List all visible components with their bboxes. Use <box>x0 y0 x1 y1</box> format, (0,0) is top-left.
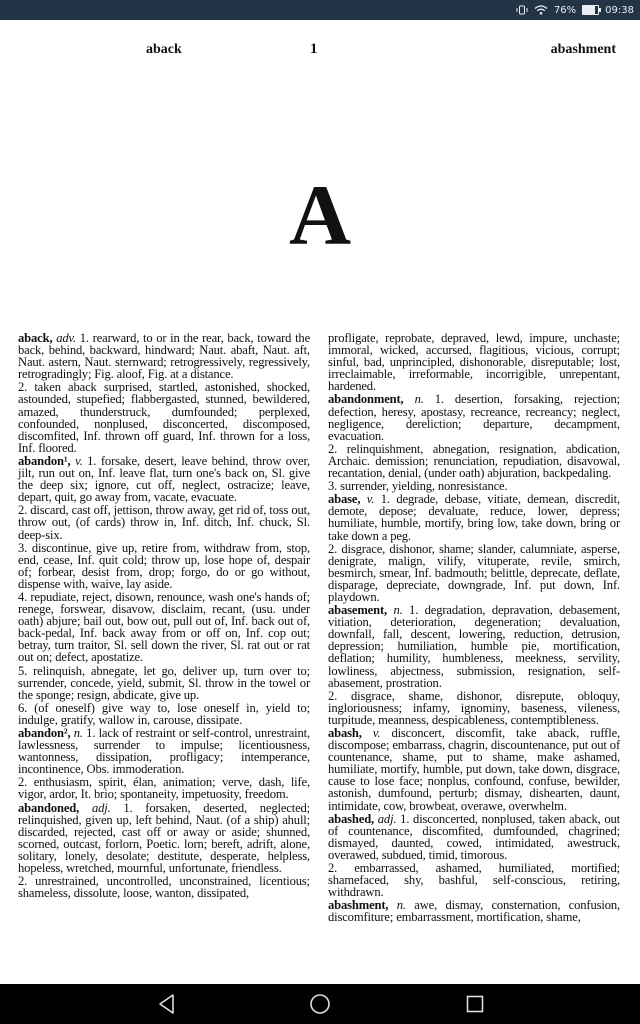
definition-text: 5. relinquish, abnegate, let go, deliver up, turn over to; surrender, concede, yield, submit, Sl. throw in the towel or the sponge; resign, abdicate, give up. <box>18 663 310 702</box>
dictionary-entry <box>18 504 310 540</box>
headword: aback, <box>18 331 53 345</box>
headword: abashment, <box>328 898 389 913</box>
definition-text: 2. discard, cast off, jettison, throw away, get rid of, toss out, throw out, (of cards) throw in, Inf. ditch, Inf. chuck, Sl. deep-six. <box>18 503 310 542</box>
part-of-speech: v. <box>372 726 381 740</box>
definition-text: 1. disconcerted, nonplused, taken aback, out of countenance, discomfited, dumfounded, chagrined; dismayed, daunted, cowed, intimidated, awestruck, overawed, subdued, timid, timorous. <box>328 811 621 862</box>
definition-text: 1. desertion, forsaking, rejection; defection, heresy, apostasy, recreance, recreancy; neglect, negligence, dereliction; departure, decampment, evacuation. <box>328 392 620 443</box>
recent-apps-icon[interactable] <box>463 992 487 1016</box>
definition-text: disconcert, discomfit, take aback, ruffle, discompose; embarrass, chagrin, discountenance, put out of countenance, shame, put to shame, make ashamed, humiliate, mortify, humble, put down, take down, disgrace, cause to lose face; nonplus, confound, confuse, bewilder, astonish, dumfound, perturb; dismay, dishearten, daunt, intimidate, cow, browbeat, overawe, overwhelm. <box>328 726 621 813</box>
dictionary-entry <box>328 493 620 541</box>
definition-text: 1. lack of restraint or self-control, unrestraint, lawlessness, surrender to impulse; licentiousness, wantonness, dissipation, profligacy; intemperance, incontinence, Obs. immoderation. <box>18 726 310 777</box>
dictionary-entry <box>18 875 310 899</box>
navigation-bar <box>0 984 640 1024</box>
home-icon[interactable] <box>308 992 332 1016</box>
definition-text: 2. unrestrained, uncontrolled, unconstrained, licentious; shameless, dissolute, loose, wanton, dissipated, <box>18 874 310 901</box>
definition-text: 6. (of oneself) give way to, lose oneself in, yield to; indulge, gratify, wallow in, carouse, dissipate. <box>18 700 310 727</box>
battery-percent: 76% <box>553 4 577 16</box>
dictionary-entry <box>18 665 310 701</box>
definition-text: 2. relinquishment, abnegation, resignation, abdication, Archaic. demission; renunciation, repudiation, disavowal, recantation, denial, (under oath) abjuration, backpedaling. <box>328 441 620 481</box>
headword: abandon¹, <box>18 453 71 468</box>
headword: abandonment, <box>328 392 404 407</box>
dictionary-entry <box>328 862 620 898</box>
definition-text: 3. discontinue, give up, retire from, withdraw from, stop, end, cease, Inf. quit cold; throw up, lose hope of, despair of; forbear, desist from, drop; forgo, do or go without, dispense with, waive, lay aside. <box>18 540 310 591</box>
dictionary-entry <box>328 604 620 689</box>
status-bar <box>0 0 640 20</box>
part-of-speech: adj. <box>377 811 397 826</box>
part-of-speech: adj. <box>91 800 111 815</box>
headword: abasement, <box>328 603 388 618</box>
right-column <box>328 332 620 925</box>
definition-text: 1. degrade, debase, vitiate, demean, discredit, demote, depose; devaluate, reduce, lower, depress; humiliate, humble, mortify, bring low, take down, bring or take down a peg. <box>328 492 621 543</box>
dictionary-entry <box>18 591 310 664</box>
dictionary-entry <box>328 727 620 812</box>
definition-text: 2. taken aback surprised, startled, astonished, shocked, astounded, stupefied; flabbergasted, stunned, bewildered, amazed, thunderstruck, dumfounded; perplexed, confounded, nonplused, disconcerted, discomposed, discomfited, Inf. thrown off guard, Inf. thrown for a loss, Inf. floored. <box>18 380 310 455</box>
guide-word-left: aback <box>146 42 182 57</box>
definition-text: 2. embarrassed, ashamed, humiliated, mortified; shamefaced, shy, bashful, self-conscious, retiring, withdrawn. <box>328 861 620 900</box>
section-letter: A <box>288 167 352 263</box>
dictionary-entry <box>18 381 310 454</box>
clock: 09:38 <box>605 4 634 16</box>
dictionary-entry <box>18 727 310 775</box>
dictionary-entry <box>328 543 620 603</box>
dictionary-entry <box>18 455 310 503</box>
part-of-speech: v. <box>366 492 375 507</box>
page-header <box>0 36 640 62</box>
definition-text: 1. forsaken, deserted, neglected; relinquished, given up, left behind, Naut. (of a ship) ahull; discarded, rejected, cast off or away or aside; shunned, scorned, outcast, forlorn, Poetic. lorn; bereft, adrift, alone, solitary, lonely, desolate; destitute, desperate, helpless, hopeless, wretched, mournful, unfortunate, friendless. <box>18 800 310 876</box>
dictionary-entry <box>328 480 620 492</box>
headword: abase, <box>328 492 361 507</box>
headword: abash, <box>328 726 362 740</box>
vibrate-icon <box>516 5 528 15</box>
guide-word-right: abashment <box>550 42 616 57</box>
battery-fill <box>583 6 594 14</box>
part-of-speech: v. <box>75 453 83 468</box>
definition-text: profligate, reprobate, depraved, lewd, impure, unchaste; immoral, wicked, accursed, flagitious, vicious, corrupt; sinful, bad, unprincipled, dishonorable, disreputable; lost, irreclaimable, irreformable, incorrigible, unrepentant, hardened. <box>328 331 620 394</box>
definition-text: 1. forsake, desert, leave behind, throw over, jilt, run out on, Inf. leave flat, turn one's back on, Sl. give the deep six; ignore, cut off, neglect, ostracize; leave, depart, quit, go away from, vacate, evacuate. <box>18 453 310 505</box>
headword: abandoned, <box>18 800 80 815</box>
definition-text: 2. disgrace, shame, dishonor, disrepute, obloquy, ingloriousness; infamy, ignominy, baseness, vileness, turpitude, meanness, despicableness, contemptibleness. <box>328 688 620 727</box>
dictionary-entry <box>18 802 310 875</box>
definition-text: 1. rearward, to or in the rear, back, toward the back, behind, backward, hindward; Naut. abaft, Naut. aft, Naut. astern, Naut. sternward; retrogressively, regressively, retrogradingly; Fig. aloof, Fig. at a distance. <box>18 331 311 382</box>
definition-text: 2. disgrace, dishonor, shame; slander, calumniate, asperse, denigrate, malign, vilify, vituperate, revile, smirch, besmirch, smear, Inf. badmouth; belittle, deprecate, deflate, disparage, depreciate, downgrade, Inf. put down, Inf. playdown. <box>328 541 620 604</box>
dictionary-entry <box>328 813 620 861</box>
definition-text: 2. enthusiasm, spirit, élan, animation; verve, dash, life, vigor, ardor, It. brio; spontaneity, impetuosity, freedom. <box>18 775 310 802</box>
dictionary-entry <box>18 776 310 800</box>
wifi-icon <box>534 5 548 15</box>
dictionary-entry <box>328 443 620 479</box>
headword: abandon², <box>18 726 71 740</box>
page-number: 1 <box>310 41 318 57</box>
dictionary-entry <box>328 332 620 392</box>
definition-text: 4. repudiate, reject, disown, renounce, wash one's hands of; renege, forswear, disavow, disclaim, recant, (usu. under oath) abjure; bail out, bow out, pull out of, Inf. back out of, back-pedal, Inf. back away from or off on, Inf. cop out; betray, turn traitor, Sl. sell down the river, Sl. rat out or rat out on; defect, apostatize. <box>18 589 310 665</box>
dictionary-entry <box>328 899 620 923</box>
part-of-speech: n. <box>414 392 424 407</box>
battery-icon <box>582 5 599 15</box>
dictionary-entry <box>328 393 620 441</box>
back-icon[interactable] <box>155 992 179 1016</box>
dictionary-entry <box>18 702 310 726</box>
definition-text: 3. surrender, yielding, nonresistance. <box>328 479 508 494</box>
dictionary-entry <box>18 332 310 380</box>
definition-text: awe, dismay, consternation, confusion, discomfiture; embarrassment, mortification, shame, <box>328 898 620 925</box>
headword: abashed, <box>328 811 375 826</box>
definition-text: 1. degradation, depravation, debasement, vitiation, deterioration, degeneration; devaluation, downfall, fall, descent, lowering, reduction, detrusion, depression; humiliation, humble pie, mortification, deflation; humility, humbleness, meekness, servility, lowliness, abjectness, submission, resignation, self-abasement, prostration. <box>328 603 621 690</box>
part-of-speech: adv. <box>56 331 77 345</box>
part-of-speech: n. <box>73 726 83 740</box>
status-icons <box>516 0 634 20</box>
left-column <box>18 332 310 900</box>
dictionary-entry <box>328 690 620 726</box>
dictionary-entry <box>18 542 310 590</box>
part-of-speech: n. <box>396 898 406 913</box>
part-of-speech: n. <box>393 603 403 618</box>
